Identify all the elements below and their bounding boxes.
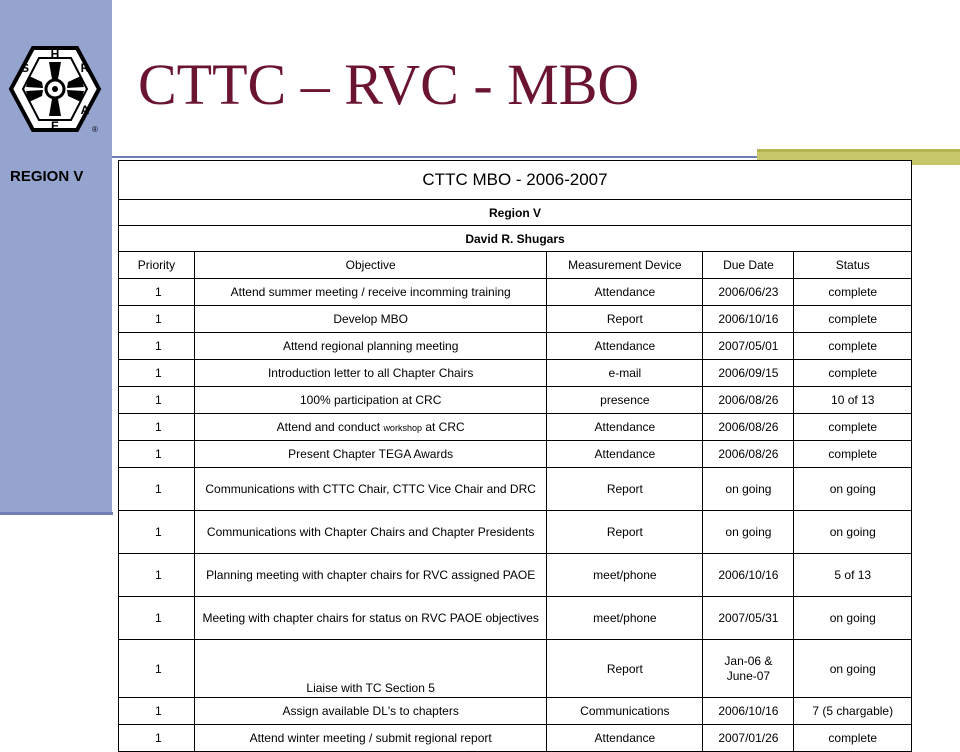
cell-status: complete xyxy=(794,414,912,441)
cell-priority: 1 xyxy=(119,725,195,752)
cell-objective: Develop MBO xyxy=(194,306,546,333)
cell-due: 2007/05/01 xyxy=(703,333,794,360)
cell-status: 7 (5 chargable) xyxy=(794,698,912,725)
cell-due: 2007/01/26 xyxy=(703,725,794,752)
cell-priority: 1 xyxy=(119,698,195,725)
cell-measurement: Communications xyxy=(547,698,703,725)
cell-priority: 1 xyxy=(119,511,195,554)
cell-objective: Attend regional planning meeting xyxy=(194,333,546,360)
table-header-row xyxy=(119,252,912,279)
cell-objective: Attend winter meeting / submit regional report xyxy=(194,725,546,752)
cell-measurement: meet/phone xyxy=(547,554,703,597)
cell-due: on going xyxy=(703,468,794,511)
cell-measurement: Report xyxy=(547,640,703,698)
table-row xyxy=(119,511,912,554)
cell-objective: Attend summer meeting / receive incomming training xyxy=(194,279,546,306)
cell-priority: 1 xyxy=(119,554,195,597)
cell-status: on going xyxy=(794,640,912,698)
table-row xyxy=(119,441,912,468)
cell-objective: Introduction letter to all Chapter Chairs xyxy=(194,360,546,387)
cell-measurement: meet/phone xyxy=(547,597,703,640)
cell-priority: 1 xyxy=(119,387,195,414)
logo-letter-h: H xyxy=(50,47,60,61)
cell-measurement: e-mail xyxy=(547,360,703,387)
cell-measurement: Attendance xyxy=(547,414,703,441)
cell-measurement: Report xyxy=(547,511,703,554)
cell-due: 2006/08/26 xyxy=(703,441,794,468)
cell-due: 2006/10/16 xyxy=(703,698,794,725)
cell-objective: Liaise with TC Section 5 xyxy=(194,640,546,698)
ashrae-logo xyxy=(5,40,105,138)
cell-status: complete xyxy=(794,360,912,387)
cell-priority: 1 xyxy=(119,414,195,441)
cell-measurement: Attendance xyxy=(547,279,703,306)
objective-part: at CRC xyxy=(425,420,465,434)
col-measurement: Measurement Device xyxy=(547,252,703,279)
col-objective: Objective xyxy=(194,252,546,279)
cell-objective: Communications with Chapter Chairs and Chapter Presidents xyxy=(194,511,546,554)
table-row xyxy=(119,414,912,441)
cell-priority: 1 xyxy=(119,360,195,387)
cell-objective: 100% participation at CRC xyxy=(194,387,546,414)
cell-status: on going xyxy=(794,597,912,640)
cell-priority: 1 xyxy=(119,333,195,360)
cell-due: on going xyxy=(703,511,794,554)
table-row xyxy=(119,554,912,597)
cell-due: 2006/10/16 xyxy=(703,554,794,597)
cell-status: complete xyxy=(794,279,912,306)
cell-measurement: Attendance xyxy=(547,441,703,468)
cell-due: 2006/08/26 xyxy=(703,414,794,441)
table-person: David R. Shugars xyxy=(119,226,912,252)
cell-status: complete xyxy=(794,306,912,333)
cell-priority: 1 xyxy=(119,306,195,333)
cell-due: 2006/08/26 xyxy=(703,387,794,414)
cell-due: Jan-06 & June-07 xyxy=(703,640,794,698)
cell-priority: 1 xyxy=(119,441,195,468)
cell-objective: Planning meeting with chapter chairs for RVC assigned PAOE xyxy=(194,554,546,597)
sidebar-shadow xyxy=(0,512,113,515)
cell-status: 10 of 13 xyxy=(794,387,912,414)
cell-status: on going xyxy=(794,511,912,554)
accent-bar-edge xyxy=(757,149,960,152)
page-title: CTTC – RVC - MBO xyxy=(138,52,640,117)
cell-objective xyxy=(194,414,546,441)
cell-measurement: Attendance xyxy=(547,333,703,360)
col-priority: Priority xyxy=(119,252,195,279)
cell-objective: Meeting with chapter chairs for status on RVC PAOE objectives xyxy=(194,597,546,640)
col-due-date: Due Date xyxy=(703,252,794,279)
cell-status: complete xyxy=(794,725,912,752)
cell-due: 2006/06/23 xyxy=(703,279,794,306)
logo-letter-e: E xyxy=(50,119,60,133)
table-row xyxy=(119,279,912,306)
registered-mark: ® xyxy=(92,125,98,134)
table-row xyxy=(119,333,912,360)
cell-priority: 1 xyxy=(119,597,195,640)
table-region: Region V xyxy=(119,200,912,226)
cell-measurement: presence xyxy=(547,387,703,414)
logo-letter-s: S xyxy=(20,61,30,75)
table-row xyxy=(119,725,912,752)
cell-status: complete xyxy=(794,441,912,468)
objective-part: Attend and conduct xyxy=(276,420,381,434)
table-row xyxy=(119,387,912,414)
cell-due: 2006/09/15 xyxy=(703,360,794,387)
cell-due: 2007/05/31 xyxy=(703,597,794,640)
table-title: CTTC MBO - 2006-2007 xyxy=(119,161,912,200)
cell-measurement: Attendance xyxy=(547,725,703,752)
table-row xyxy=(119,597,912,640)
cell-due: 2006/10/16 xyxy=(703,306,794,333)
logo-letter-a: A xyxy=(80,103,90,117)
cell-priority: 1 xyxy=(119,640,195,698)
cell-priority: 1 xyxy=(119,468,195,511)
objective-small-part: workshop xyxy=(383,423,422,433)
cell-objective: Communications with CTTC Chair, CTTC Vice Chair and DRC xyxy=(194,468,546,511)
cell-status: complete xyxy=(794,333,912,360)
cell-status: 5 of 13 xyxy=(794,554,912,597)
table-row xyxy=(119,468,912,511)
table-row xyxy=(119,306,912,333)
table-row xyxy=(119,698,912,725)
cell-measurement: Report xyxy=(547,306,703,333)
mbo-table xyxy=(118,160,912,752)
table-row xyxy=(119,360,912,387)
cell-objective: Assign available DL's to chapters xyxy=(194,698,546,725)
cell-status: on going xyxy=(794,468,912,511)
col-status: Status xyxy=(794,252,912,279)
logo-letter-r: R xyxy=(80,61,90,75)
region-label: REGION V xyxy=(10,168,84,185)
table-row xyxy=(119,640,912,698)
cell-objective: Present Chapter TEGA Awards xyxy=(194,441,546,468)
cell-priority: 1 xyxy=(119,279,195,306)
cell-measurement: Report xyxy=(547,468,703,511)
